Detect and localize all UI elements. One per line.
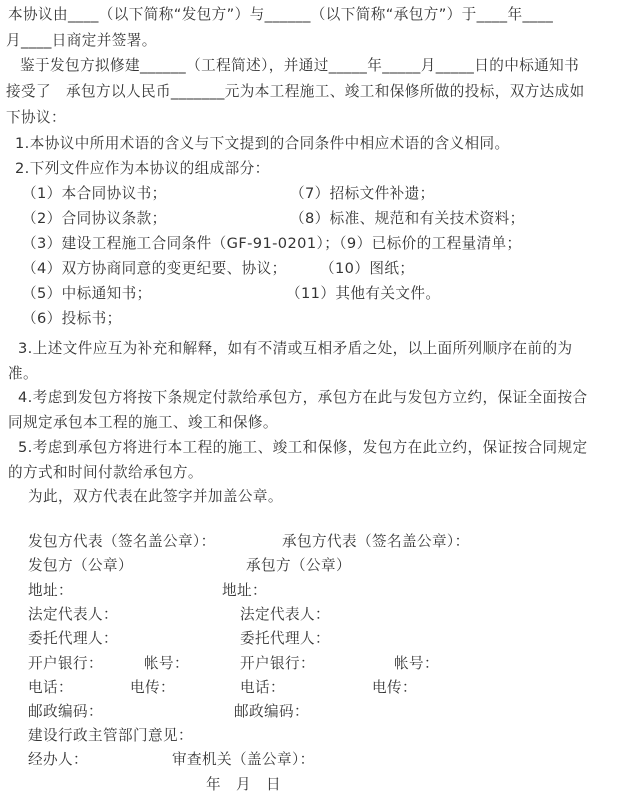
clause-2-title: 2.下列文件应作为本协议的组成部分：	[15, 160, 270, 177]
party-a-phone-label: 电话：	[28, 679, 73, 696]
clause-1: 1.本协议中所用术语的含义与下文提到的合同条件中相应术语的含义相同。	[15, 135, 510, 152]
list-item: （3）建设工程施工合同条件（GF-91-0201）；（9）已标价的工程量清单；	[22, 235, 522, 252]
intro-line-1: 本协议由____（以下简称“发包方”）与______（以下简称“承包方”）于____年____	[8, 6, 554, 23]
party-a-legal-rep-label: 法定代表人：	[28, 606, 118, 623]
intro-line-2: 月____日商定并签署。	[6, 32, 157, 49]
list-item: （8）标准、规范和有关技术资料；	[290, 210, 525, 227]
clause-3-line-2: 准。	[8, 365, 38, 382]
party-b-representative-label: 承包方代表（签名盖公章）：	[282, 533, 470, 550]
recital-line-2: 接受了 承包方以人民币_______元为本工程施工、竣工和保修所做的投标，双方达成如	[6, 83, 585, 100]
party-b-phone-label: 电话：	[240, 679, 285, 696]
list-item: （10）图纸；	[320, 260, 415, 277]
review-authority-label: 审查机关（盖公章）：	[172, 751, 315, 768]
list-item: （4）双方协商同意的变更纪要、协议；	[22, 260, 287, 277]
signing-date: 年 月 日	[206, 776, 281, 793]
party-a-agent-label: 委托代理人：	[28, 630, 118, 647]
party-a-fax-label: 电传：	[130, 679, 175, 696]
clause-4-line-2: 同规定承包本工程的施工、竣工和保修。	[8, 414, 278, 431]
recital-line-1: 鉴于发包方拟修建______（工程简述），并通过_____年_____月_____日的中标通知书	[20, 57, 580, 74]
authority-opinion-label: 建设行政主管部门意见：	[28, 727, 193, 744]
clause-4-line-1: 4.考虑到发包方将按下条规定付款给承包方，承包方在此与发包方立约，保证全面按合	[18, 389, 588, 406]
party-b-postcode-label: 邮政编码：	[234, 703, 309, 720]
list-item: （2）合同协议条款；	[22, 210, 167, 227]
clause-5-line-2: 的方式和时间付款给承包方。	[8, 464, 203, 481]
party-b-bank-label: 开户银行：	[240, 655, 315, 672]
party-a-bank-label: 开户银行：	[28, 655, 103, 672]
party-b-fax-label: 电传：	[372, 679, 417, 696]
party-b-legal-rep-label: 法定代表人：	[240, 606, 330, 623]
party-a-account-label: 帐号：	[144, 655, 189, 672]
party-b-address-label: 地址：	[222, 582, 267, 599]
party-a-representative-label: 发包方代表（签名盖公章）：	[28, 533, 216, 550]
list-item: （5）中标通知书；	[22, 285, 152, 302]
party-a-postcode-label: 邮政编码：	[28, 703, 103, 720]
party-b-agent-label: 委托代理人：	[240, 630, 330, 647]
list-item: （6）投标书；	[22, 310, 122, 327]
list-item: （7）招标文件补遗；	[290, 185, 435, 202]
handler-label: 经办人：	[28, 751, 88, 768]
clause-5-line-1: 5.考虑到承包方将进行本工程的施工、竣工和保修，发包方在此立约，保证按合同规定	[18, 439, 588, 456]
party-b-seal-label: 承包方（公章）	[246, 557, 351, 574]
list-item: （11）其他有关文件。	[286, 285, 441, 302]
list-item: （1）本合同协议书；	[22, 185, 167, 202]
clause-3-line-1: 3.上述文件应互为补充和解释，如有不清或互相矛盾之处，以上面所列顺序在前的为	[18, 340, 573, 357]
party-b-account-label: 帐号：	[394, 655, 439, 672]
recital-line-3: 下协议：	[6, 109, 66, 126]
party-a-seal-label: 发包方（公章）	[28, 557, 133, 574]
party-a-address-label: 地址：	[28, 582, 73, 599]
closing-statement: 为此，双方代表在此签字并加盖公章。	[28, 488, 283, 505]
